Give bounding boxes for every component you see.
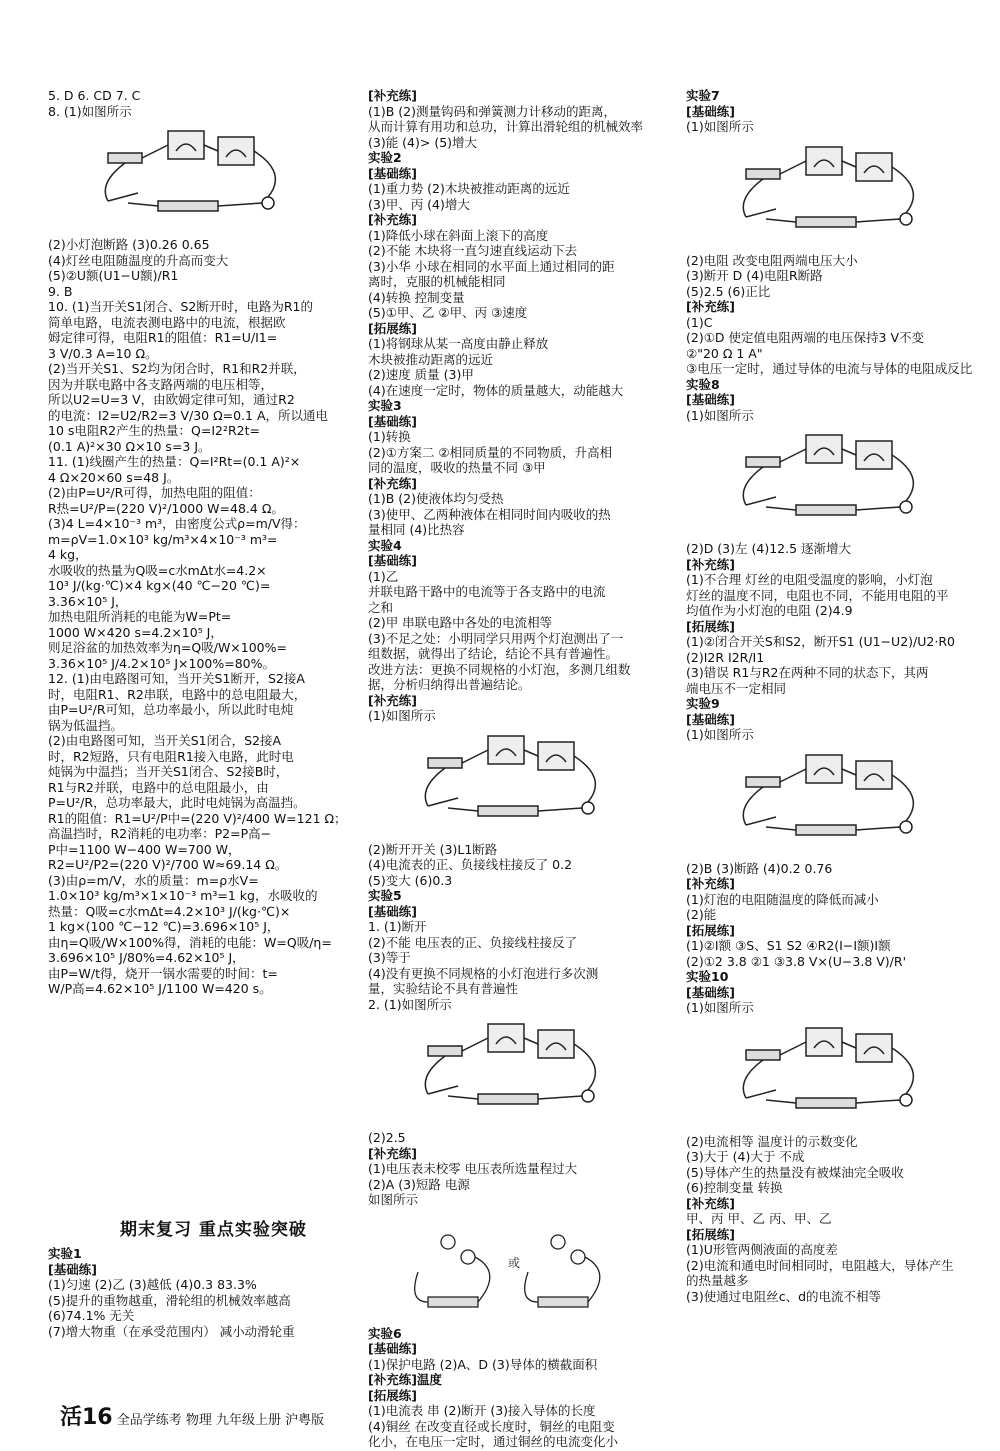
answer-line: (5)①甲、乙 ②甲、丙 ③速度 [368,305,528,320]
answer-line: (1)乙 [368,568,399,584]
answer-line: (1)U形管两侧液面的高度差 [686,1242,838,1257]
answer-line: 的热量越多 [686,1273,749,1288]
answer-line: (1)②I额 ③S、S1 S2 ④R2(I−I额)I额 [686,938,891,953]
answer-line: 甲、丙 甲、乙 丙、甲、乙 [686,1211,832,1226]
answer-line: 的电流：I2=U2/R2=3 V/30 Ω=0.1 A，所以通电 [48,407,329,423]
page-number: 活16 [60,1405,113,1430]
answer-line: (5)变大 (6)0.3 [368,872,453,888]
answer-line: (2)不能 电压表的正、负接线柱接反了 [368,934,578,950]
answer-line: [基础练] [686,392,735,407]
answer-line: 9. B [48,283,73,299]
answer-line: (2)电流和通电时间相同时，电阻越大，导体产生 [686,1257,954,1273]
answer-line: 3.36×10⁵ J/4.2×10⁵ J×100%=80%。 [48,655,275,671]
answer-line: (3)大于 (4)大于 不成 [686,1149,805,1164]
section-title: 期末复习 重点实验突破 [120,1220,307,1240]
answer-line: 10. (1)当开关S1闭合、S2断开时，电路为R1的 [48,299,313,314]
answer-line: (4)铜丝 在改变直径或长度时，铜丝的电阻变 [368,1418,615,1434]
answer-line: R2=U²/P2=(220 V)²/700 W≈69.14 Ω。 [48,857,288,872]
answer-line: 如图所示 [368,1192,419,1207]
answer-line: (1)电压表未校零 电压表所选量程过大 [368,1161,578,1176]
answer-line: (4)在速度一定时，物体的质量越大，动能越大 [368,382,624,398]
answer-line: 实验9 [686,696,720,711]
answer-line: 11. (1)线圈产生的热量：Q=I²Rt=(0.1 A)²× [48,454,301,469]
column-left [48,88,353,997]
answer-line: [基础练] [48,1261,97,1277]
answer-line: (1)B (2)使液体均匀受热 [368,491,504,506]
answer-line: (1)②闭合开关S和S2，断开S1 (U1−U2)/U2·R0 [686,634,955,649]
answer-line: 实验4 [368,537,402,553]
answer-line: (3)由ρ=m/V，水的质量：m=ρ水V= [48,872,259,888]
answer-line: (1)将钢球从某一高度由静止释放 [368,336,549,351]
answer-line: 量，实验结论不具有普遍性 [368,981,519,996]
answer-line: (7)增大物重（在承受范围内） 减小动滑轮重 [48,1323,295,1339]
answer-line: [基础练] [686,103,735,119]
column-right [686,88,976,1304]
circuit-diagram [408,1212,628,1322]
answer-line: 时，R2短路，只有电阻R1接入电路，此时电 [48,748,294,764]
answer-line: (1)C [686,314,713,330]
answer-line: 因为并联电路中各支路两端的电压相等， [48,376,274,392]
answer-line: (6)74.1% 无关 [48,1308,135,1323]
answer-line: [补充练] [368,212,417,227]
answer-line: 实验5 [368,888,402,903]
answer-line: (3)甲、丙 (4)增大 [368,196,470,212]
answer-line: (2)小灯泡断路 (3)0.26 0.65 [48,237,210,252]
footer-text: 全品学练考 物理 九年级上册 沪粤版 [116,1413,325,1428]
answer-line: (1)电流表 串 (2)断开 (3)接入导体的长度 [368,1403,596,1418]
answer-line: 组数据，就得出了结论，结论不具有普遍性。 [368,646,619,661]
answer-line: 高温挡时，R2消耗的电功率：P2=P高− [48,826,272,841]
answer-line: (2)电流相等 温度计的示数变化 [686,1133,858,1149]
answer-line: 1.0×10³ kg/m³×1×10⁻³ m³=1 kg，水吸收的 [48,888,318,903]
answer-line: [拓展练] [368,1387,417,1403]
circuit-diagram [408,1016,628,1126]
answer-line: 5. D 6. CD 7. C [48,88,141,103]
answer-line: [基础练] [368,1341,417,1356]
answer-line: 实验8 [686,376,720,392]
answer-line: 同的温度，吸收的热量不同 ③甲 [368,460,546,475]
answer-line: (2)速度 质量 (3)甲 [368,367,474,382]
answer-line: 3 V/0.3 A=10 Ω。 [48,345,158,361]
answer-line: [补充练] [686,556,735,572]
answer-line: 端电压不一定相同 [686,680,787,696]
answer-line: (2)I2R I2R/I1 [686,649,765,665]
answer-line: [基础练] [368,553,417,568]
answer-line: 10 s电阻R2产生的热量：Q=I2²R2t= [48,423,261,438]
answer-line: [基础练] [368,413,417,429]
answer-line: [基础练] [368,903,417,919]
answer-line: R1的阻值：R1=U²/P中=(220 V)²/400 W=121 Ω； [48,810,347,826]
answer-line: 离时，克服的机械能相同 [368,274,506,289]
answer-line: (1)如图所示 [686,727,754,742]
answer-line: (1)降低小球在斜面上滚下的高度 [368,227,549,243]
answer-line: 水吸收的热量为Q吸=c水mΔt水=4.2× [48,562,267,578]
answer-line: (2)①2 3.8 ②1 ③3.8 V×(U−3.8 V)/R' [686,953,907,969]
answer-line: ②"20 Ω 1 A" [686,345,763,361]
answer-line: [补充练] [368,1145,417,1161]
answer-line: (3)能 (4)> (5)增大 [368,134,478,150]
answer-line: [补充练] [368,692,417,708]
page-footer [60,1405,325,1430]
answer-line: (1)保护电路 (2)A、D (3)导体的横截面积 [368,1356,598,1372]
circuit-diagram [726,139,946,249]
answer-line: (2)不能 木块将一直匀速直线运动下去 [368,243,578,258]
answer-line: 锅为低温挡。 [48,717,124,733]
answer-line: 简单电路，电流表测电路中的电流，根据欧 [48,314,286,330]
answer-line: 由η=Q吸/W×100%得，消耗的电能：W=Q吸/η= [48,934,332,950]
answer-line: R1与R2并联，电路中的总电阻最小，由 [48,779,269,795]
answer-line: 木块被推动距离的远近 [368,351,494,367]
answer-line: (3)使通过电阻丝c、d的电流不相等 [686,1288,882,1304]
answer-line: 均值作为小灯泡的电阻 (2)4.9 [686,603,853,618]
answer-line: [补充练] [686,876,735,891]
answer-line: 3.696×10⁵ J/80%=4.62×10⁵ J， [48,950,245,965]
answer-line: 实验3 [368,398,402,413]
answer-line: (4)灯丝电阻随温度的升高而变大 [48,252,229,268]
circuit-diagram [408,728,628,838]
answer-line: (1)灯泡的电阻随温度的降低而减小 [686,891,879,907]
answer-line: R热=U²/P=(220 V)²/1000 W=48.4 Ω。 [48,500,284,516]
answer-line: (3)等于 [368,950,411,965]
answer-line: 加热电阻所消耗的电能为W=Pt= [48,609,232,624]
answer-line: (5)导体产生的热量没有被煤油完全吸收 [686,1164,904,1180]
answer-line: (2)2.5 [368,1130,406,1145]
circuit-diagram [726,1020,946,1130]
answer-line: (3)使甲、乙两种液体在相同时间内吸收的热 [368,506,611,522]
answer-line: [补充练] [686,1195,735,1211]
answer-line: (1)如图所示 [686,119,754,134]
answer-line: [基础练] [368,165,417,181]
column-middle [368,88,676,1450]
answer-line: 实验2 [368,150,402,165]
answer-line: 实验7 [686,88,720,103]
answer-line: (2)甲 串联电路中各处的电流相等 [368,615,553,630]
answer-line: 8. (1)如图所示 [48,103,132,119]
answer-line: [基础练] [686,984,735,1000]
answer-line: 实验10 [686,969,729,984]
answer-line: (2)由P=U²/R可得，加热电阻的阻值： [48,485,261,500]
answer-line: (6)控制变量 转换 [686,1180,783,1195]
svg-text:或: 或 [508,1255,521,1270]
answer-line: 化小，在电压一定时，通过铜丝的电流变化小 [368,1434,619,1449]
answer-line: 之和 [368,599,394,615]
answer-line: 时，电阻R1、R2串联，电路中的总电阻最大， [48,686,307,702]
answer-line: (2)由电路图可知，当开关S1闭合，S2接A [48,733,282,748]
answer-line: m=ρV=1.0×10³ kg/m³×4×10⁻³ m³= [48,531,278,547]
answer-line: [基础练] [686,711,735,727]
answer-line: (5)②U额(U1−U额)/R1 [48,268,179,283]
answer-line: (5)提升的重物越重，滑轮组的机械效率越高 [48,1292,291,1308]
answer-line: (2)断开开关 (3)L1断路 [368,841,498,857]
answer-line: (3)4 L=4×10⁻³ m³，由密度公式ρ=m/V得： [48,516,306,531]
answer-line: 4 kg， [48,547,88,562]
answer-line: ③电压一定时，通过导体的电流与导体的电阻成反比 [686,361,973,376]
answer-line: 并联电路干路中的电流等于各支路中的电流 [368,584,606,599]
answer-line: (2)B (3)断路 (4)0.2 0.76 [686,860,833,876]
answer-line: (2)D (3)左 (4)12.5 逐渐增大 [686,541,851,556]
answer-line: (0.1 A)²×30 Ω×10 s=3 J。 [48,438,211,454]
answer-line: (1)B (2)测量钩码和弹簧测力计移动的距离， [368,103,616,119]
column-left-tail [48,1246,353,1339]
circuit-diagram [88,123,308,233]
circuit-diagram [726,747,946,857]
answer-line: [拓展练] [686,922,735,938]
answer-line: 12. (1)由电路图可知，当开关S1断开，S2接A [48,671,305,686]
answer-line: 由P=W/t得，烧开一锅水需要的时间：t= [48,965,278,981]
answer-line: (2)当开关S1、S2均为闭合时，R1和R2并联， [48,361,306,376]
answer-line: 量相同 (4)比热容 [368,522,465,537]
answer-line: 1. (1)断开 [368,919,427,934]
answer-line: (4)没有更换不同规格的小灯泡进行多次测 [368,965,599,981]
answer-line: [拓展练] [368,320,417,336]
answer-line: (3)不足之处：小明同学只用两个灯泡测出了一 [368,630,624,646]
answer-line: (2)A (3)短路 电源 [368,1176,470,1192]
answer-line: 从而计算有用功和总功，计算出滑轮组的机械效率 [368,119,644,134]
answer-line: (4)转换 控制变量 [368,289,465,305]
answer-line: [补充练] [686,299,735,314]
answer-line: (2)①D 使定值电阻两端的电压保持3 V不变 [686,330,924,345]
answer-line: 2. (1)如图所示 [368,996,452,1012]
answer-line: (1)转换 [368,429,411,444]
answer-line: P中=1100 W−400 W=700 W， [48,841,241,857]
answer-line: (1)不合理 灯丝的电阻受温度的影响，小灯泡 [686,572,933,587]
answer-line: (1)重力势 (2)木块被推动距离的远近 [368,181,570,196]
answer-line: (1)如图所示 [686,1000,754,1015]
answer-line: (2)①方案二 ②相同质量的不同物质，升高相 [368,444,613,460]
answer-line: (1)如图所示 [368,708,436,723]
answer-line: (2)能 [686,907,717,922]
answer-line: (2)电阻 改变电阻两端电压大小 [686,252,858,268]
answer-line: 炖锅为中温挡；当开关S1闭合、S2接B时， [48,764,289,779]
answer-line: W/P高=4.62×10⁵ J/1100 W=420 s。 [48,981,272,996]
answer-line: 1 kg×(100 ℃−12 ℃)=3.696×10⁵ J， [48,919,280,934]
answer-line: (5)2.5 (6)正比 [686,283,771,299]
answer-line: 10³ J/(kg·℃)×4 kg×(40 ℃−20 ℃)= [48,578,271,593]
answer-line: 则足浴盆的加热效率为η=Q吸/W×100%= [48,640,287,655]
answer-line: 热量：Q吸=c水mΔt=4.2×10³ J/(kg·℃)× [48,903,291,919]
answer-line: (1)如图所示 [686,407,754,423]
answer-line: [补充练] [368,88,417,103]
answer-line: 实验1 [48,1246,82,1261]
answer-line: [补充练] [368,475,417,491]
answer-line: (4)电流表的正、负接线柱接反了 0.2 [368,857,573,872]
answer-line: [拓展练] [686,618,735,634]
answer-line: 灯丝的温度不同，电阻也不同，不能用电阻的平 [686,587,949,603]
answer-line: 改进方法：更换不同规格的小灯泡，多测几组数 [368,661,631,677]
answer-line: [拓展练] [686,1226,735,1242]
answer-line: 所以U2=U=3 V，由欧姆定律可知，通过R2 [48,392,295,407]
answer-line: (3)断开 D (4)电阻R断路 [686,268,823,283]
answer-line: (3)小华 小球在相同的水平面上通过相同的距 [368,258,615,274]
answer-line: 实验6 [368,1325,402,1341]
answer-line: 姆定律可得，电阻R1的阻值：R1=U/I1= [48,330,278,345]
answer-line: 3.36×10⁵ J， [48,593,128,609]
answer-line: 1000 W×420 s=4.2×10⁵ J， [48,624,223,640]
answer-line: P=U²/R，总功率最大，此时电炖锅为高温挡。 [48,795,306,810]
answer-line: 4 Ω×20×60 s=48 J。 [48,469,180,485]
circuit-diagram [726,427,946,537]
answer-line: 据，分析归纳得出普遍结论。 [368,677,531,692]
answer-line: [补充练]温度 [368,1372,442,1387]
answer-line: 由P=U²/R可知，总功率最小，所以此时电炖 [48,702,294,717]
answer-line: (3)错误 R1与R2在两种不同的状态下，其两 [686,665,929,680]
answer-line: (1)匀速 (2)乙 (3)越低 (4)0.3 83.3% [48,1277,257,1292]
